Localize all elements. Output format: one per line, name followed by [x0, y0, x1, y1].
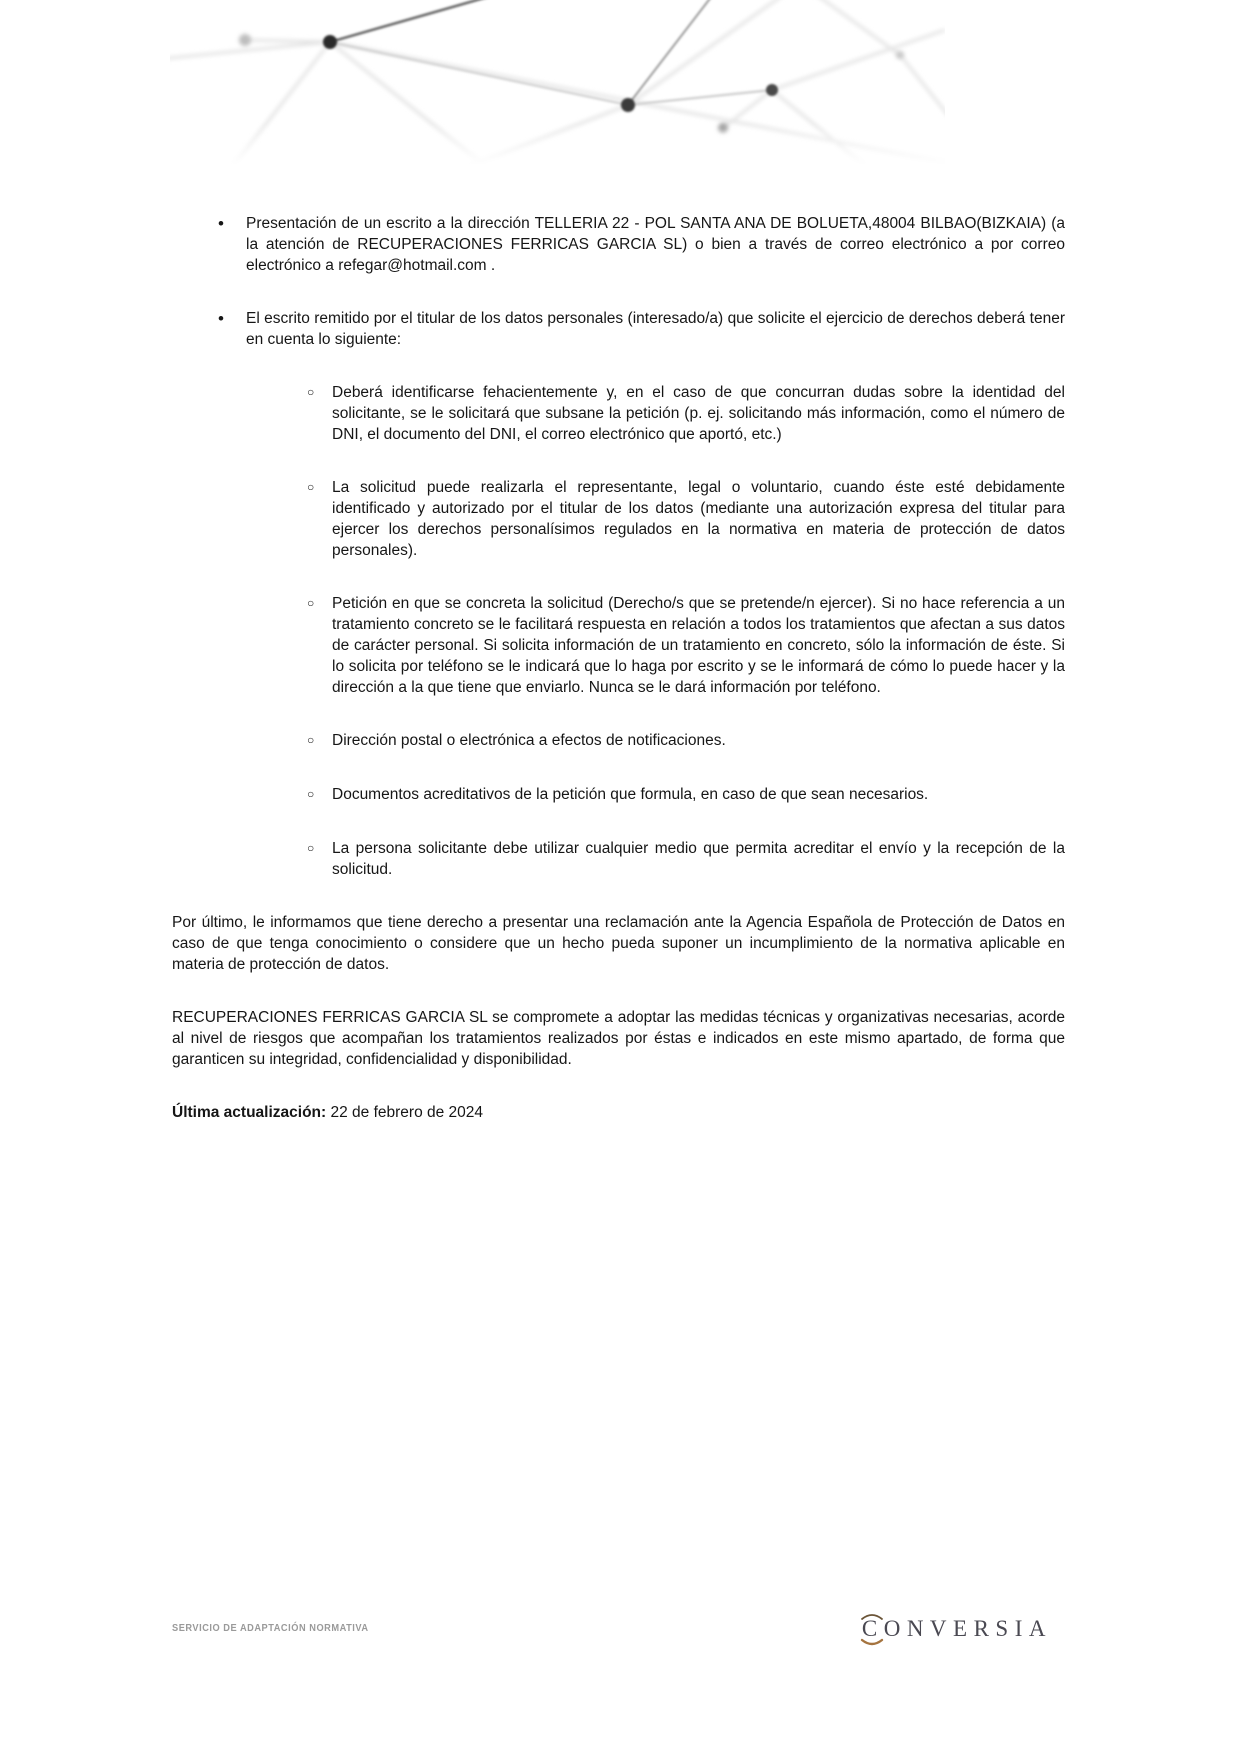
bullet-icon: •	[218, 309, 224, 328]
paragraph-claim-rights: Por último, le informamos que tiene derecho a presentar una reclamación ante la Agencia Española de Protección de Datos en caso de que tenga conocimiento o considere que un hecho pueda suponer un incumplimiento de la normativa aplicable en materia de protección de datos.	[172, 914, 1065, 973]
service-caption: SERVICIO DE ADAPTACIÓN NORMATIVA	[172, 1622, 369, 1634]
list-item-text: La solicitud puede realizarla el representante, legal o voluntario, cuando éste esté debidamente identificado y autorizado por el titular de los datos (mediante una autorización expresa del titular para ejercer los derechos personalísimos regulados en la normativa en materia de protección de datos personales).	[332, 479, 1065, 559]
network-graph-svg	[170, 0, 945, 165]
circle-bullet-icon: ○	[307, 385, 315, 399]
document-body	[172, 165, 1065, 1155]
list-item	[172, 838, 1065, 880]
list-item-text: La persona solicitante debe utilizar cualquier medio que permita acreditar el envío y la recepción de la solicitud.	[332, 840, 1065, 878]
list-item-text: Presentación de un escrito a la dirección TELLERIA 22 - POL SANTA ANA DE BOLUETA,48004 BILBAO(BIZKAIA) (a la atención de RECUPERACIONES FERRICAS GARCIA SL) o bien a través de correo electrónico a por correo electrónico a refegar@hotmail.com .	[246, 215, 1065, 274]
list-item	[172, 213, 1065, 276]
last-update-line	[172, 1102, 1065, 1123]
last-update-value: 22 de febrero de 2024	[326, 1104, 484, 1121]
circle-bullet-icon: ○	[307, 787, 315, 801]
list-item	[172, 382, 1065, 445]
circle-bullet-icon: ○	[307, 733, 315, 747]
list-item	[172, 784, 1065, 806]
last-update-label: Última actualización:	[172, 1104, 327, 1121]
conversia-logo	[862, 1608, 1052, 1642]
circle-bullet-icon: ○	[307, 596, 315, 610]
logo-c-arcs-icon	[858, 1608, 886, 1650]
list-item-text: Dirección postal o electrónica a efectos de notificaciones.	[332, 732, 726, 749]
list-item-text: Deberá identificarse fehacientemente y, en el caso de que concurran dudas sobre la identidad del solicitante, se le solicitará que subsane la petición (p. ej. solicitando más información, como el número de DNI, el documento del DNI, el correo electrónico que aportó, etc.)	[332, 384, 1065, 443]
list-item-text: Petición en que se concreta la solicitud (Derecho/s que se pretende/n ejercer). Si no hace referencia a un tratamiento concreto se le facilitará respuesta en relación a todos los tratamientos que afectan a sus datos de carácter personal. Si solicita información de un tratamiento en concreto, sólo la información de éste. Si lo solicita por teléfono se le indicará que lo haga por escrito y se le informará de cómo lo puede hacer y la dirección a la que tiene que enviarlo. Nunca se le dará información por teléfono.	[332, 595, 1065, 696]
list-item-text: El escrito remitido por el titular de los datos personales (interesado/a) que solicite el ejercicio de derechos deberá tener en cuenta lo siguiente:	[246, 310, 1065, 348]
list-item	[172, 308, 1065, 350]
paragraph-security-measures: RECUPERACIONES FERRICAS GARCIA SL se compromete a adoptar las medidas técnicas y organizativas necesarias, acorde al nivel de riesgos que acompañan los tratamientos realizados por éstas e indicados en este mismo apartado, de forma que garanticen su integridad, confidencialidad y disponibilidad.	[172, 1009, 1065, 1068]
list-item	[172, 477, 1065, 561]
logo-text: CONVERSIA	[861, 1616, 1052, 1641]
list-item	[172, 593, 1065, 698]
network-decoration-image	[170, 0, 945, 165]
list-item-text: Documentos acreditativos de la petición que formula, en caso de que sean necesarios.	[332, 786, 929, 803]
circle-bullet-icon: ○	[307, 480, 315, 494]
circle-bullet-icon: ○	[307, 841, 315, 855]
bullet-icon: •	[218, 214, 224, 233]
list-item	[172, 730, 1065, 752]
page-footer	[172, 1608, 1052, 1642]
